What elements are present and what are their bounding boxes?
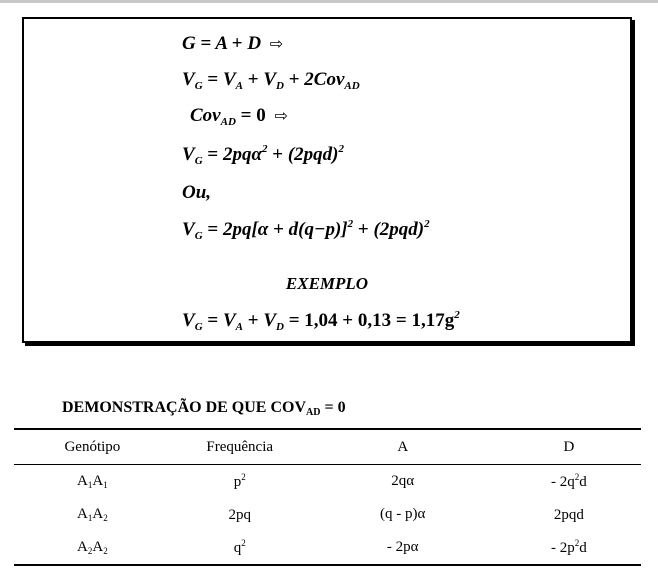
formula-variance-sum xyxy=(182,70,360,92)
allele: A xyxy=(92,539,104,555)
term: 2pqα xyxy=(222,144,262,165)
plus: + xyxy=(272,144,284,165)
formula-box xyxy=(22,17,632,343)
allele: A xyxy=(92,473,104,489)
exponent: 2 xyxy=(574,538,580,548)
term: (2pqd) xyxy=(287,144,339,165)
allele: A xyxy=(77,473,88,489)
plus: + xyxy=(357,219,369,240)
value: d xyxy=(579,474,587,490)
header-a: A xyxy=(397,438,409,455)
formula-or xyxy=(182,183,211,202)
subscript: 1 xyxy=(87,480,93,490)
allele: A xyxy=(77,506,88,522)
formula-variance-expanded xyxy=(182,144,344,167)
subscript: G xyxy=(194,155,203,167)
symbol-d: D xyxy=(247,33,262,54)
table-row xyxy=(14,465,641,499)
equals: = xyxy=(395,310,407,331)
cell-d xyxy=(497,531,641,565)
cell-frequency xyxy=(171,465,309,499)
subscript: G xyxy=(194,321,203,333)
zero: 0 xyxy=(256,105,266,126)
term: 2pq[α + d(q−p)] xyxy=(222,219,348,240)
exponent: 2 xyxy=(241,538,246,548)
subscript: G xyxy=(194,80,203,92)
plus: + xyxy=(288,69,300,90)
value: - 2p xyxy=(551,540,575,556)
cell-a: (q - p)α xyxy=(380,506,426,522)
equals: = xyxy=(207,310,219,331)
formula-variance-alternate xyxy=(182,219,430,242)
plus: + xyxy=(231,33,243,54)
or-label: Ou, xyxy=(182,182,212,203)
term: (2pqd) xyxy=(373,219,425,240)
symbol-g: G xyxy=(182,33,196,54)
cell-frequency xyxy=(171,498,309,531)
subscript: AD xyxy=(220,116,236,128)
section-title-text: DEMONSTRAÇÃO DE QUE COV xyxy=(62,399,307,416)
term-cov: Cov xyxy=(190,105,221,126)
value: 2pqd xyxy=(553,507,584,523)
symbol-v: V xyxy=(263,69,277,90)
top-rule xyxy=(0,0,658,3)
formula-example xyxy=(182,310,460,333)
allele: A xyxy=(77,539,88,555)
example-title: EXEMPLO xyxy=(285,274,369,293)
cell-genotype xyxy=(14,465,171,499)
value: p xyxy=(233,474,242,490)
exponent: 2 xyxy=(454,309,460,321)
exponent: 2 xyxy=(241,472,246,482)
subscript: 1 xyxy=(103,480,108,490)
cell-genotype xyxy=(14,498,171,531)
cell-a: - 2pα xyxy=(386,539,419,555)
value: 0,13 xyxy=(357,310,392,331)
exponent: 2 xyxy=(424,218,430,230)
equals: = xyxy=(207,69,219,90)
cell-frequency xyxy=(171,531,309,565)
subscript: 2 xyxy=(87,546,93,556)
plus: + xyxy=(247,310,259,331)
value: q xyxy=(233,540,242,556)
subscript: D xyxy=(276,321,284,333)
symbol-v: V xyxy=(222,69,236,90)
exponent: 2 xyxy=(261,143,268,155)
subscript: 2 xyxy=(103,513,108,523)
cell-genotype xyxy=(14,531,171,565)
term-cov: 2Cov xyxy=(304,69,345,90)
arrow-right-icon: ⇨ xyxy=(274,106,288,125)
symbol-v: V xyxy=(182,144,195,165)
symbol-v: V xyxy=(182,69,195,90)
equals: = xyxy=(240,105,252,126)
cell-d xyxy=(497,465,641,499)
subscript: A xyxy=(235,321,243,333)
cell-d xyxy=(497,498,641,531)
plus: + xyxy=(247,69,259,90)
symbol-v: V xyxy=(263,310,277,331)
table-header-row xyxy=(14,429,641,465)
arrow-right-icon: ⇨ xyxy=(269,34,284,53)
cell-a: 2qα xyxy=(391,473,415,489)
section-title-tail: = 0 xyxy=(320,399,346,416)
header-d: D xyxy=(563,438,575,455)
section-title xyxy=(62,399,346,418)
subscript: 2 xyxy=(103,546,108,556)
table-row xyxy=(14,498,641,531)
value: 2pq xyxy=(228,507,251,523)
value: d xyxy=(579,540,587,556)
symbol-v: V xyxy=(182,310,195,331)
subscript: A xyxy=(235,80,243,92)
formula-genotype-sum xyxy=(182,34,283,53)
allele: A xyxy=(92,506,104,522)
table-row xyxy=(14,531,641,565)
plus: + xyxy=(342,310,354,331)
symbol-v: V xyxy=(222,310,236,331)
header-genotype: Genótipo xyxy=(64,438,121,455)
value: - 2q xyxy=(551,474,575,490)
subscript: G xyxy=(194,230,203,242)
value: 1,17g xyxy=(411,310,455,331)
subscript: 1 xyxy=(87,513,93,523)
equals: = xyxy=(288,310,300,331)
subscript: D xyxy=(276,80,284,92)
genotype-table xyxy=(14,428,641,566)
equals: = xyxy=(207,144,219,165)
exponent: 2 xyxy=(338,143,344,155)
exponent: 2 xyxy=(347,218,354,230)
formula-cov-zero xyxy=(190,106,288,128)
symbol-a: A xyxy=(215,33,227,54)
exponent: 2 xyxy=(574,472,580,482)
equals: = xyxy=(200,33,212,54)
header-frequency: Frequência xyxy=(206,438,274,455)
value: 1,04 xyxy=(304,310,338,331)
symbol-v: V xyxy=(182,219,195,240)
equals: = xyxy=(207,219,219,240)
subscript: AD xyxy=(344,80,360,92)
subscript: AD xyxy=(306,407,321,418)
